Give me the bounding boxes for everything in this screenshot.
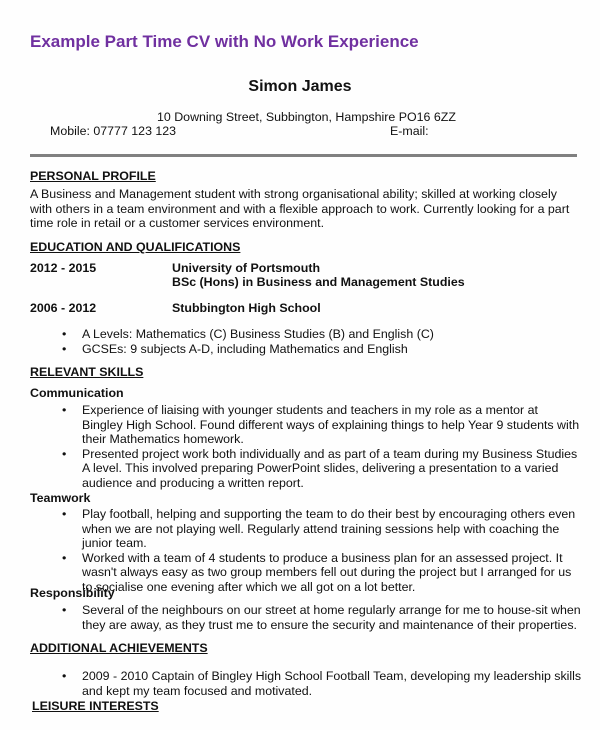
responsibility-bullets xyxy=(62,603,582,632)
education-bullets xyxy=(62,327,582,356)
education-years: 2006 - 2012 xyxy=(30,301,97,315)
communication-bullets xyxy=(62,403,582,490)
mobile: Mobile: 07777 123 123 xyxy=(50,124,177,138)
section-heading-leisure: LEISURE INTERESTS xyxy=(32,699,159,713)
skill-group-communication: Communication xyxy=(30,386,124,400)
email: E-mail: xyxy=(390,124,429,138)
divider xyxy=(30,154,577,157)
list-item: • 2009 - 2010 Captain of Bingley High School Football Team, developing my leadership skills and kept my team focused and motivated. xyxy=(62,669,582,698)
list-item: • GCSEs: 9 subjects A-D, including Mathematics and English xyxy=(62,342,582,357)
section-heading-education: EDUCATION AND QUALIFICATIONS xyxy=(30,240,241,254)
list-item: • Worked with a team of 4 students to produce a business plan for an assessed project. It wasn't always easy as two group members fell out during the project but I arranged for us to socialise one evening after which we all got on a lot better. xyxy=(62,551,582,595)
achievement-bullets xyxy=(62,669,582,698)
candidate-name: Simon James xyxy=(248,78,352,95)
list-item: • Presented project work both individually and as part of a team during my Business Studies A level. This involved preparing PowerPoint slides, delivering a presentation to a varied audience and producing a written report. xyxy=(62,447,582,491)
teamwork-bullets xyxy=(62,507,582,594)
document-title: Example Part Time CV with No Work Experience xyxy=(30,32,419,51)
list-item: • Several of the neighbours on our street at home regularly arrange for me to house-sit when they are away, as they trust me to ensure the security and maintenance of their properties. xyxy=(62,603,582,632)
profile-text: A Business and Management student with strong organisational ability; skilled at working closely with others in a team environment and with a flexible approach to work. Currently looking for a part time role in retail or a customer services environment. xyxy=(30,187,570,230)
skill-group-teamwork: Teamwork xyxy=(30,491,91,505)
section-heading-skills: RELEVANT SKILLS xyxy=(30,365,144,379)
list-item: • A Levels: Mathematics (C) Business Studies (B) and English (C) xyxy=(62,327,582,342)
education-degree: BSc (Hons) in Business and Management Studies xyxy=(172,275,465,289)
education-school: Stubbington High School xyxy=(172,301,321,315)
list-item: • Play football, helping and supporting the team to do their best by encouraging others even when we are not playing well. Regularly attend training sessions help with coaching the junior team. xyxy=(62,507,582,551)
education-school: University of Portsmouth xyxy=(172,261,321,275)
list-item: • Experience of liaising with younger students and teachers in my role as a mentor at Bingley High School. Found different ways of explaining things to help Year 9 students with their Mathematics homework. xyxy=(62,403,582,447)
address: 10 Downing Street, Subbington, Hampshire PO16 6ZZ xyxy=(157,110,456,124)
section-heading-achievements: ADDITIONAL ACHIEVEMENTS xyxy=(30,641,208,655)
skill-group-responsibility: Responsibility xyxy=(30,586,115,600)
education-years: 2012 - 2015 xyxy=(30,261,97,275)
section-heading-profile: PERSONAL PROFILE xyxy=(30,169,156,183)
